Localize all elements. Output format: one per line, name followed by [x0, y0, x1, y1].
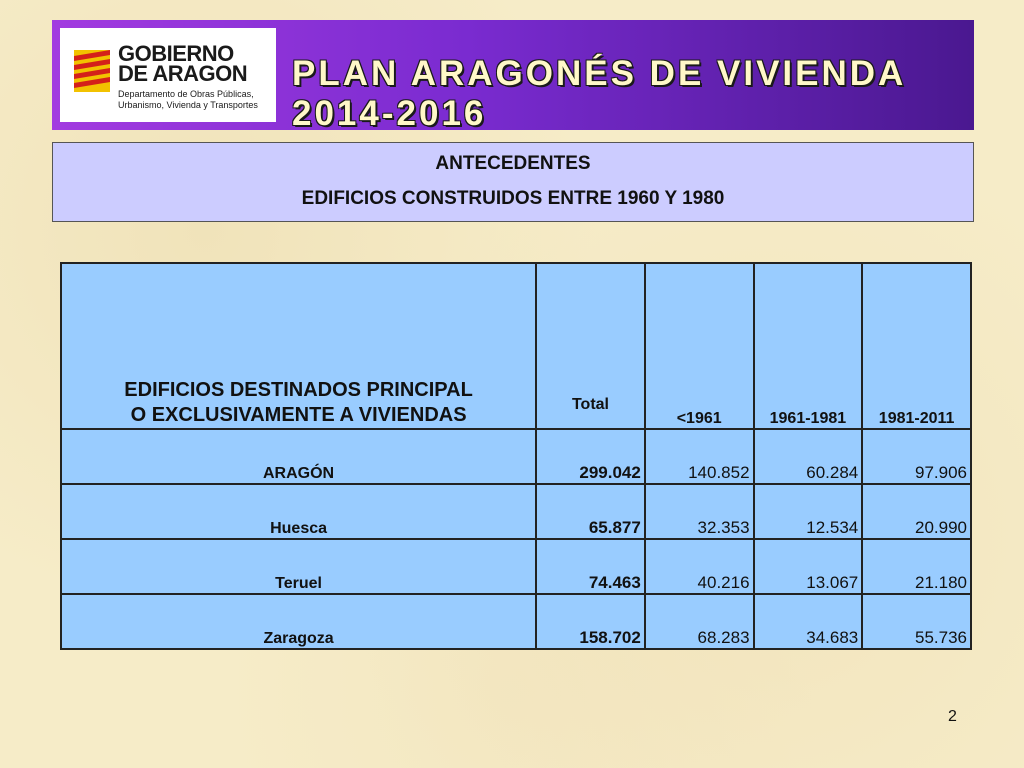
row-region: Zaragoza	[61, 594, 536, 649]
column-header-1961-1981: 1961-1981	[754, 263, 863, 429]
main-header-line1: EDIFICIOS DESTINADOS PRINCIPAL	[124, 379, 473, 401]
section-subtitle: EDIFICIOS CONSTRUIDOS ENTRE 1960 Y 1980	[301, 188, 725, 209]
row-region: Huesca	[61, 484, 536, 539]
row-before-1961: 68.283	[645, 594, 754, 649]
section-title: ANTECEDENTES	[435, 153, 591, 174]
logo-title	[118, 41, 248, 86]
table-row	[61, 539, 971, 594]
logo-sub-line1: Departamento de Obras Públicas,	[118, 89, 254, 99]
table-header-row	[61, 263, 971, 429]
row-1981-2011: 21.180	[862, 539, 971, 594]
column-header-total: Total	[536, 263, 645, 429]
row-total: 299.042	[536, 429, 645, 484]
row-before-1961: 140.852	[645, 429, 754, 484]
row-region: ARAGÓN	[61, 429, 536, 484]
row-region: Teruel	[61, 539, 536, 594]
table-row	[61, 429, 971, 484]
table-row	[61, 594, 971, 649]
logo-subtitle	[118, 89, 258, 111]
main-column-header	[61, 263, 536, 429]
main-header-line2: O EXCLUSIVAMENTE A VIVIENDAS	[130, 404, 467, 426]
row-1981-2011: 97.906	[862, 429, 971, 484]
aragon-flag-icon	[74, 50, 110, 92]
logo-sub-line2: Urbanismo, Vivienda y Transportes	[118, 100, 258, 110]
row-1961-1981: 12.534	[754, 484, 863, 539]
row-1981-2011: 20.990	[862, 484, 971, 539]
row-1961-1981: 60.284	[754, 429, 863, 484]
title-banner	[52, 20, 974, 133]
buildings-table	[60, 262, 972, 650]
row-before-1961: 32.353	[645, 484, 754, 539]
section-header	[52, 142, 974, 222]
plan-title: PLAN ARAGONÉS DE VIVIENDA 2014-2016	[292, 54, 906, 133]
row-before-1961: 40.216	[645, 539, 754, 594]
row-1961-1981: 34.683	[754, 594, 863, 649]
row-total: 65.877	[536, 484, 645, 539]
row-1981-2011: 55.736	[862, 594, 971, 649]
row-total: 74.463	[536, 539, 645, 594]
table-row	[61, 484, 971, 539]
row-1961-1981: 13.067	[754, 539, 863, 594]
column-header-before-1961: <1961	[645, 263, 754, 429]
column-header-1981-2011: 1981-2011	[862, 263, 971, 429]
page-number: 2	[948, 708, 957, 725]
gobierno-aragon-logo	[60, 28, 276, 122]
logo-line2: DE ARAGON	[118, 61, 248, 86]
row-total: 158.702	[536, 594, 645, 649]
logo-line1: GOBIERNO	[118, 41, 234, 66]
